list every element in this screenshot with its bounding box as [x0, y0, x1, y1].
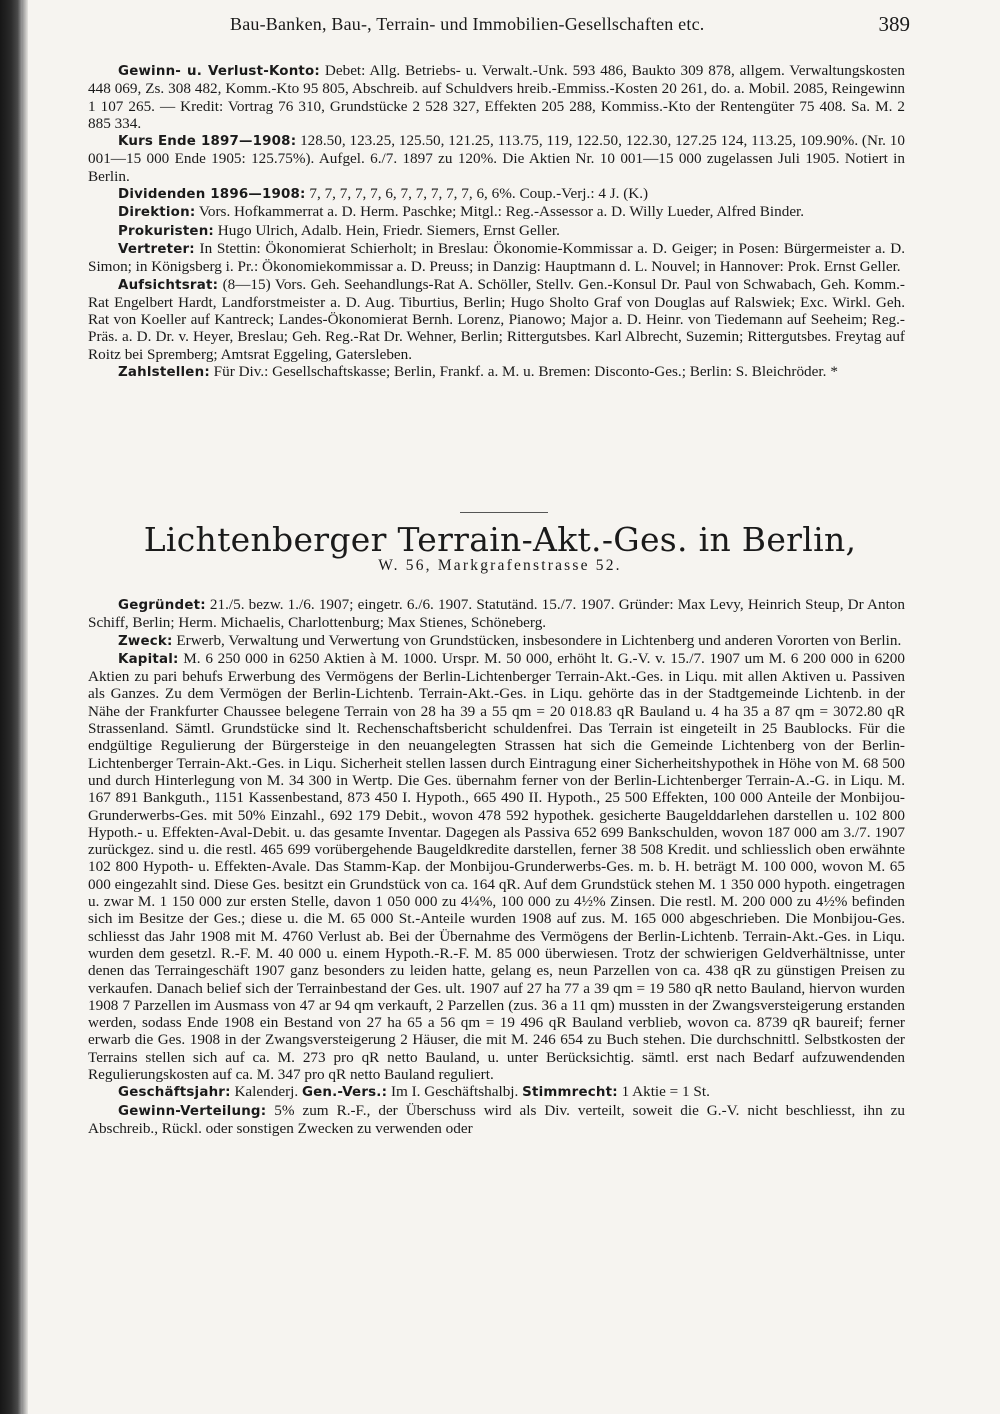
kapital-text: M. 6 250 000 in 6250 Aktien à M. 1000. Urspr. M. 50 000, erhöht lt. G.-V. v. 15./7. 1907 um M. 6 200 000 in 6200 Aktien zu pari behufs Erwerbung des Vermögens der Berlin-Lichtenberger Terrain-Akt.-Ges. in Liqu. mit allen Aktiven u. Passiven als Ganzes. Zu dem Vermögen der Berlin-Lichtenb. Terrain-Akt.-Ges. in Liqu. gehörte das in der Stadtgemeinde Lichtenb. in der Nähe der Frankfurter Chaussee belegene Terrain von 28 ha 39 a 55 qm = 20 018.83 qR Bauland u. 4 ha 35 a 87 qm = 3072.80 qR Strassenland. Sämtl. Grundstücke sind lt. Rechenschaftsbericht schuldenfrei. Das Terrain ist eingeteilt in 25 Baublocks. Für die endgültige Regulierung der Bürgersteige in den neuangelegten Strassen hat sich die Gemeinde Lichtenberg von der Berlin-Lichtenberger Terrain-Akt.-Ges. in Liqu. Sicherheit stellen lassen durch Eintragung einer Sicherheitshypothek in Höhe von M. 68 500 und durch Hinterlegung von M. 34 300 in Wertp. Die Ges. übernahm ferner von der Berlin-Lichtenberger Terrain-A.-G. in Liqu. M. 167 891 Bankguth., 1151 Kassenbestand, 873 450 I. Hypoth., 665 490 II. Hypoth., 25 500 Effekten, 100 000 Anteile der Monbijou-Grunderwerbs-Ges. mit 50% Einzahl., 692 179 Debit., wovon 478 592 hypothek. gesicherte Baugelddarlehen darstellen u. 102 800 Hypoth.- u. Effekten-Aval-Debit. u. das gesamte Inventar. Dagegen als Passiva 652 699 Bankschulden, wovon 187 000 am 3./7. 1907 zurückgez. sind u. die restl. 465 699 vorübergehende Baugeldkredite darstellen, ferner 38 508 Kredit. und schliesslich oben erwähnte 102 800 Hypoth- u. Effekten-Avale. Das Stamm-Kap. der Monbijou-Grunderwerbs-Ges. m. b. H. beträgt M. 100 000, wovon M. 65 000 eingezahlt sind. Diese Ges. besitzt ein Grundstück von ca. 164 qR. Auf dem Grundstück stehen M. 1 350 000 hypoth. eingetragen u. zwar M. 1 150 000 zur ersten Stelle, davon 1 050 000 zu 4¼%, 100 000 zu 4½% Zinsen. Die restl. M. 200 000 zu 4½% befinden sich im Besitze der Ges.; diese u. die M. 65 000 St.-Anteile wurden 1908 auf zus. M. 165 000 abgeschrieben. Die Monbijou-Ges. schliesst das Jahr 1908 mit M. 4760 Verlust ab. Bei der Übernahme des Vermögens der Berlin-Lichtenb. Terrain-Akt.-Ges. in Liqu. wurden dem gesetzl. R.-F. M. 40 000 u. einem Hypoth.-R.-F. M. 85 000 überwiesen. Trotz der schwierigen Geldverhältnisse, unter denen das Terraingeschäft 1907 ganz besonders zu leiden hatte, gelang es, neun Parzellen von ca. 438 qR zu günstigen Preisen zu verkaufen. Danach belief sich der Terrainbestand der Ges. ult. 1907 auf 27 ha 77 a 39 qm = 19 580 qR netto Bauland, hiervon wurden 1908 7 Parzellen im Ausmass von 47 ar 94 qm verkauft, 2 Parzellen (zus. 36 a 11 qm) mussten in der Zwangsversteigerung erstanden werden, sodass Ende 1908 ein Bestand von 27 ha 65 a 56 qm = 19 496 qR Bauland verblieb, wovon ca. 8739 qR baureif; ferner erwarb die Ges. 1908 in der Zwangsversteigerung 2 Häuser, die mit M. 246 654 zu Buch stehen. Die durchschnittl. Selbstkosten der Terrains stellen sich auf ca. M. 273 pro qR netto Bauland, u. unter Berücksichtig. sämtl. erst nach Bedarf aufzuwendenden Regulierungskosten auf ca. M. 347 pro qR netto Bauland reguliert. — [88, 649, 905, 1084]
aufsichtsrat-text: (8—15) Vors. Geh. Seehandlungs-Rat A. Schöller, Stellv. Gen.-Konsul Dr. Paul von Schwabach, Geh. Komm.-Rat Engelbert Hardt, Landforstmeister a. D. Aug. Tiburtius, Berlin; Hugo Sholto Graf von Douglas auf Ralswiek; Exc. Wirkl. Geh. Rat von Koeller auf Kantreck; Landes-Ökonomierat Bernh. Lorenz, Pianowo; Major a. D. Heinr. von Tiedemann auf Seeheim; Reg.-Präs. a. D. Dr. v. Heyer, Breslau; Geh. Reg.-Rat Dr. Wehner, Berlin; Rittergutsbes. Karl Albrecht, Suzemin; Rittergutsbes. Freytag auf Roitz bei Spremberg; Amtsrat Eggeling, Gatersleben. — [88, 275, 905, 363]
geschaeftsjahr-text: Kalenderj. — [230, 1083, 302, 1101]
binding-shadow — [22, 0, 28, 1414]
dividenden-text: 7, 7, 7, 7, 7, 6, 7, 7, 7, 7, 7, 6, 6%. Coup.-Verj.: 4 J. (K.) — [305, 185, 649, 203]
vertreter-text: In Stettin: Ökonomierat Schierholt; in Breslau: Ökonomie-Kommissar a. D. Geiger; in Posen: Bürgermeister a. D. Simon; in Königsberg i. Pr.: Ökonomiekommissar a. D. Preuss; in Danzig: Hauptmann d. L. Nouvel; in Hannover: Prok. Ernst Geller. — [88, 239, 905, 276]
direktion-label: Direktion: — [118, 205, 196, 221]
stimmrecht-text: 1 Aktie = 1 St. — [617, 1083, 710, 1101]
gewinn-verlust-text: Debet: Allg. Betriebs- u. Verwalt.-Unk. 593 486, Baukto 309 878, allgem. Verwaltungskosten 448 069, Zs. 308 482, Komm.-Kto 95 805, Abschreib. auf Schuldvers hreib.-Emmiss.-Kosten 20 261, do. a. Mobil. 2085, Reingewinn 1 107 265. — Kredit: Vortrag 76 310, Grundstücke 2 528 327, Effekten 205 288, Kommiss.-Kto der Rentengüter 75 408. Sa. M. 2 885 334. — [88, 62, 905, 132]
zweck-paragraph — [88, 632, 905, 650]
zahlstellen-label: Zahlstellen: — [118, 365, 210, 381]
book-binding-edge — [0, 0, 22, 1414]
gegruendet-label: Gegründet: — [118, 598, 206, 613]
section-divider — [460, 512, 548, 513]
company-title: Lichtenberger Terrain-Akt.-Ges. in Berlin, — [143, 520, 857, 559]
direktion-text: Vors. Hofkammerrat a. D. Herm. Paschke; Mitgl.: Reg.-Assessor a. D. Willy Lueder, Alfred Binder. — [195, 203, 805, 221]
kurs-paragraph — [88, 132, 905, 185]
geschaeftsjahr-paragraph — [88, 1083, 905, 1101]
kapital-label: Kapital: — [118, 651, 179, 667]
previous-company-entry — [88, 62, 905, 381]
gewinn-verlust-label: Gewinn- u. Verlust-Konto: — [118, 64, 320, 79]
zweck-label: Zweck: — [118, 633, 173, 649]
gegruendet-text: 21./5. bezw. 1./6. 1907; eingetr. 6./6. 1907. Statutänd. 15./7. 1907. Gründer: Max Levy, Heinrich Steup, Dr Anton Schiff, Berlin; Herm. Michaelis, Charlottenburg; Max Stienes, Schöneberg. — [88, 596, 905, 632]
page-number: 389 — [878, 12, 910, 36]
vertreter-paragraph — [88, 240, 905, 276]
prokuristen-label: Prokuristen: — [118, 223, 214, 239]
kurs-label: Kurs Ende 1897—1908: — [118, 134, 297, 150]
aufsichtsrat-paragraph — [88, 276, 905, 363]
vertreter-label: Vertreter: — [118, 241, 195, 257]
gewinnverteilung-text: 5% zum R.-F., der Überschuss wird als Div. verteilt, soweit die G.-V. nicht beschliesst, ihn zu Abschreib., Rückl. oder sonstigen Zwecken zu verwenden oder — [88, 1101, 905, 1137]
page-header — [90, 8, 910, 42]
gen-vers-text: Im I. Geschäftshalbj. — [387, 1083, 523, 1101]
aufsichtsrat-label: Aufsichtsrat: — [118, 277, 219, 293]
kapital-paragraph — [88, 650, 905, 1083]
running-title: Bau-Banken, Bau-, Terrain- und Immobilien-Gesellschaften etc. — [230, 14, 705, 34]
gewinn-verlust-paragraph — [88, 62, 905, 132]
dividenden-paragraph — [88, 185, 905, 203]
gen-vers-label: Gen.-Vers.: — [301, 1085, 388, 1101]
dividenden-label: Dividenden 1896—1908: — [118, 187, 306, 203]
stimmrecht-label: Stimmrecht: — [522, 1085, 618, 1101]
prokuristen-text: Hugo Ulrich, Adalb. Hein, Friedr. Siemers, Ernst Geller. — [214, 221, 560, 239]
company-address: W. 56, Markgrafenstrasse 52. — [378, 557, 622, 574]
kurs-text: 128.50, 123.25, 125.50, 121.25, 113.75, 119, 122.50, 122.30, 127.25 124, 113.25, 109.90%. (Nr. 10 001—15 000 Ende 1905: 125.75%). Aufgel. 6./7. 1897 zu 120%. Die Aktien Nr. 10 001—15 000 zugelassen Juli 1905. Notiert in Berlin. — [88, 132, 905, 185]
gewinnverteilung-paragraph — [88, 1102, 905, 1138]
zweck-text: Erwerb, Verwaltung und Verwertung von Grundstücken, insbesondere in Lichtenberg und anderen Vororten von Berlin. — [172, 631, 902, 649]
asterisk-mark: * — [830, 363, 838, 381]
prokuristen-paragraph — [88, 222, 905, 240]
direktion-paragraph — [88, 203, 905, 221]
company-entry — [88, 596, 905, 1137]
gegruendet-paragraph — [88, 596, 905, 632]
zahlstellen-paragraph — [88, 363, 905, 381]
geschaeftsjahr-label: Geschäftsjahr: — [118, 1085, 231, 1101]
gewinnverteilung-label: Gewinn-Verteilung: — [118, 1103, 267, 1119]
zahlstellen-text: Für Div.: Gesellschaftskasse; Berlin, Frankf. a. M. u. Bremen: Disconto-Ges.; Berlin: S. Bleichröder. — [209, 363, 827, 381]
